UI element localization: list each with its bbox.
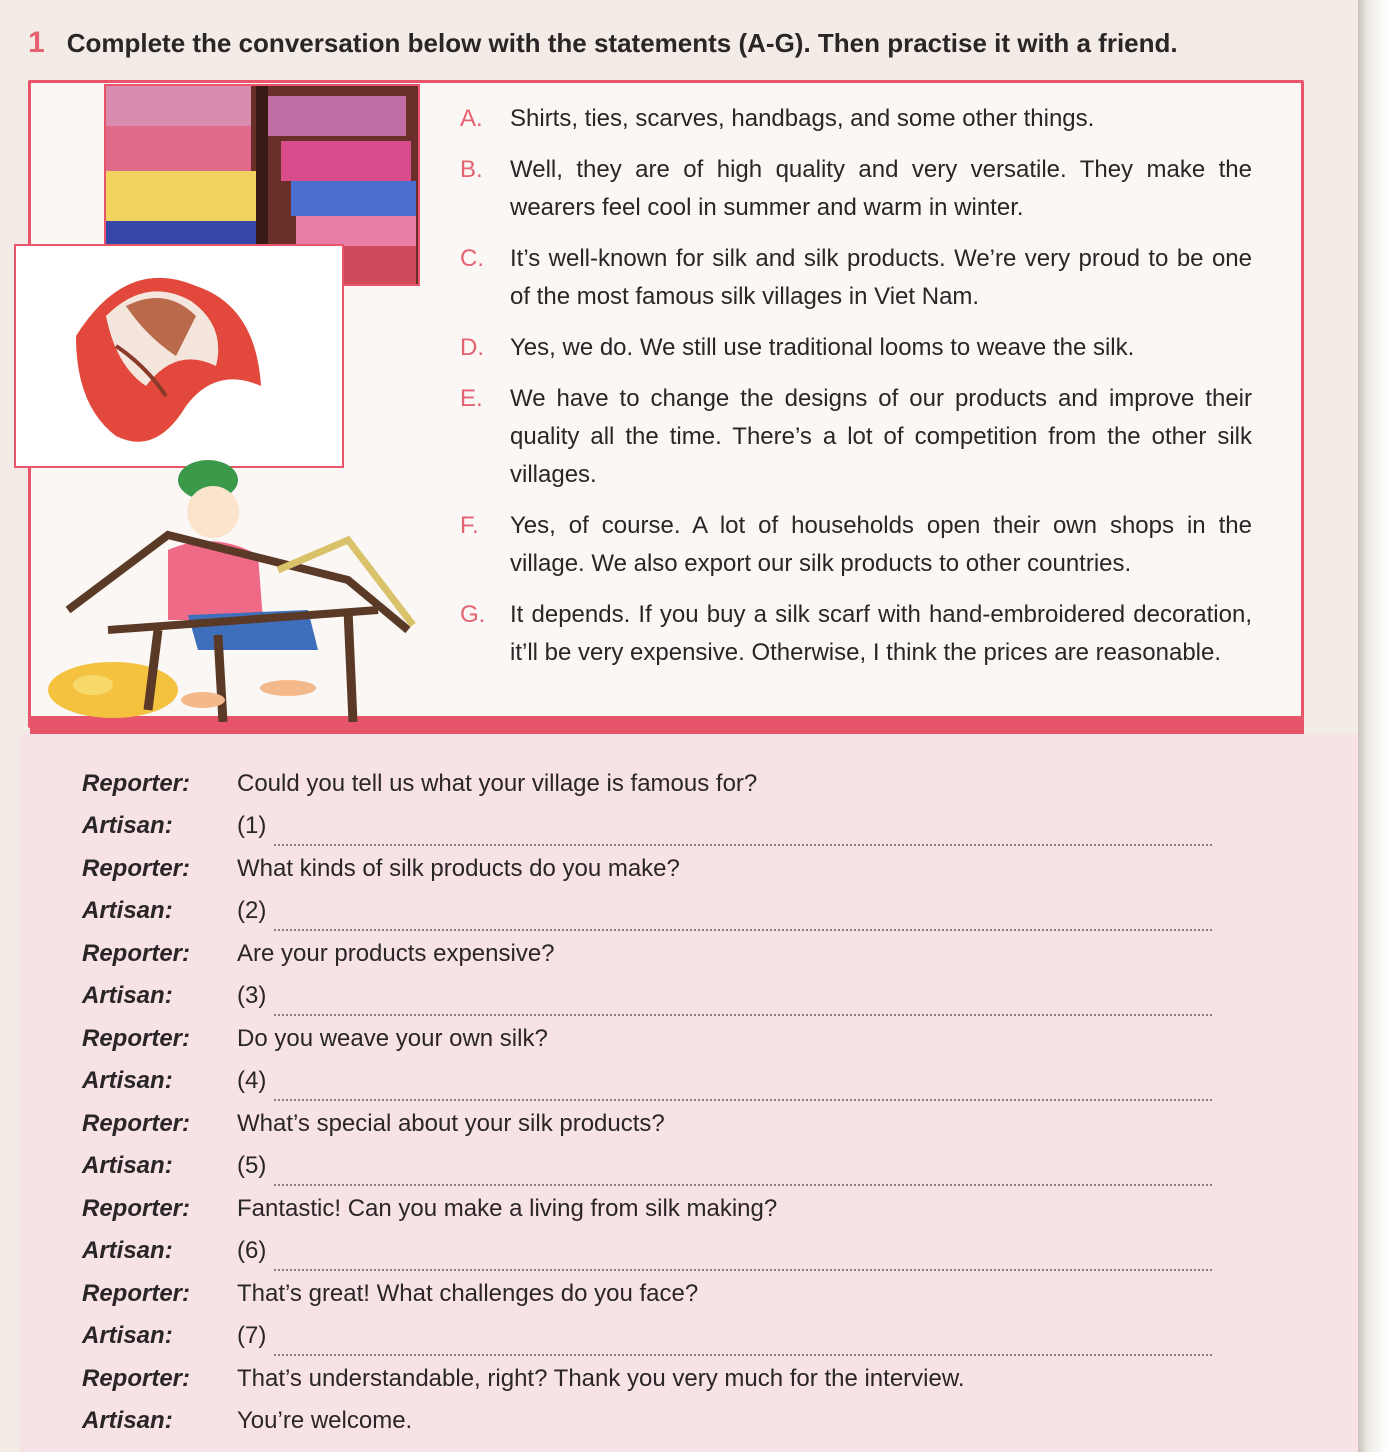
exercise-instruction: Complete the conversation below with the statements (A-G). Then practise it with a friend.	[66, 28, 1178, 58]
utterance: Fantastic! Can you make a living from silk making?	[237, 1195, 778, 1222]
speaker-label: Reporter:	[82, 1365, 191, 1392]
speaker-label: Artisan:	[82, 1407, 173, 1434]
statement-a	[460, 100, 1252, 138]
statement-letter: A.	[460, 105, 483, 132]
statement-letter: C.	[460, 245, 484, 272]
utterance: What kinds of silk products do you make?	[237, 855, 680, 882]
dialogue-line	[82, 764, 1212, 806]
blank-number: (3)	[237, 982, 267, 1009]
speaker-label: Reporter:	[82, 1195, 191, 1222]
speaker-label: Reporter:	[82, 855, 191, 882]
statement-text: Yes, we do. We still use traditional looms to weave the silk.	[510, 334, 1135, 361]
utterance: That’s great! What challenges do you face?	[237, 1280, 699, 1307]
statement-c	[460, 240, 1252, 316]
statement-text: Yes, of course. A lot of households open their own shops in the village. We also export our silk products to other countries.	[510, 512, 1252, 577]
blank-number: (7)	[237, 1322, 267, 1349]
statement-text: It depends. If you buy a silk scarf with hand-embroidered decoration, it’ll be very expensive. Otherwise, I think the prices are reasonable.	[510, 601, 1252, 666]
statement-g	[460, 596, 1252, 672]
speaker-label: Reporter:	[82, 1280, 191, 1307]
dialogue-line	[82, 1061, 1212, 1104]
scarf-illustration	[16, 246, 342, 466]
statement-d	[460, 329, 1252, 367]
speaker-label: Artisan:	[82, 1152, 173, 1179]
speaker-label: Artisan:	[82, 812, 173, 839]
scarf-photo	[14, 244, 344, 468]
dialogue-line	[82, 934, 1212, 976]
exercise-number: 1	[28, 26, 45, 59]
statement-letter: D.	[460, 334, 484, 361]
blank-number: (1)	[237, 812, 267, 839]
blank-number: (2)	[237, 897, 267, 924]
answer-blank-1[interactable]	[274, 814, 1212, 846]
weaver-illustration	[48, 460, 428, 722]
dialogue-line	[82, 1274, 1212, 1316]
statement-f	[460, 507, 1252, 583]
utterance: What’s special about your silk products?	[237, 1110, 665, 1137]
answer-blank-4[interactable]	[274, 1069, 1212, 1101]
statement-e	[460, 380, 1252, 494]
statement-text: It’s well-known for silk and silk products. We’re very proud to be one of the most famous silk villages in Viet Nam.	[510, 245, 1252, 310]
answer-blank-5[interactable]	[274, 1154, 1212, 1186]
statement-letter: G.	[460, 601, 486, 628]
page-edge	[1358, 0, 1387, 1452]
statement-text: We have to change the designs of our products and improve their quality all the time. There’s a lot of competition from the other silk villages.	[510, 385, 1252, 488]
speaker-label: Artisan:	[82, 982, 173, 1009]
loom-weaver-drawing	[48, 460, 428, 722]
dialogue-line	[82, 1019, 1212, 1061]
answer-blank-2[interactable]	[274, 899, 1212, 931]
dialogue-line	[82, 1189, 1212, 1231]
dialogue-line	[82, 1359, 1212, 1401]
speaker-label: Artisan:	[82, 897, 173, 924]
utterance: That’s understandable, right? Thank you very much for the interview.	[237, 1365, 965, 1392]
utterance: Do you weave your own silk?	[237, 1025, 548, 1052]
exercise-title	[28, 26, 1328, 60]
speaker-label: Artisan:	[82, 1322, 173, 1349]
answer-blank-3[interactable]	[274, 984, 1212, 1016]
statement-b	[460, 151, 1252, 227]
speaker-label: Reporter:	[82, 940, 191, 967]
dialogue-line	[82, 849, 1212, 891]
answer-blank-7[interactable]	[274, 1324, 1212, 1356]
utterance: Are your products expensive?	[237, 940, 555, 967]
statements-list	[460, 100, 1252, 685]
dialogue-line	[82, 976, 1212, 1019]
blank-number: (5)	[237, 1152, 267, 1179]
answer-blank-6[interactable]	[274, 1239, 1212, 1271]
dialogue	[82, 764, 1212, 1444]
statement-text: Shirts, ties, scarves, handbags, and some other things.	[510, 105, 1095, 132]
speaker-label: Reporter:	[82, 1025, 191, 1052]
dialogue-line	[82, 806, 1212, 849]
statement-letter: F.	[460, 512, 479, 539]
speaker-label: Artisan:	[82, 1237, 173, 1264]
speaker-label: Artisan:	[82, 1067, 173, 1094]
statement-text: Well, they are of high quality and very versatile. They make the wearers feel cool in summer and warm in winter.	[510, 156, 1252, 221]
dialogue-line	[82, 1104, 1212, 1146]
speaker-label: Reporter:	[82, 770, 191, 797]
dialogue-line	[82, 1146, 1212, 1189]
utterance: You’re welcome.	[237, 1407, 413, 1434]
dialogue-line	[82, 1401, 1212, 1444]
speaker-label: Reporter:	[82, 1110, 191, 1137]
blank-number: (6)	[237, 1237, 267, 1264]
statement-letter: E.	[460, 385, 483, 412]
dialogue-line	[82, 1231, 1212, 1274]
dialogue-line	[82, 891, 1212, 934]
dialogue-line	[82, 1316, 1212, 1359]
statement-letter: B.	[460, 156, 483, 183]
utterance: Could you tell us what your village is famous for?	[237, 770, 758, 797]
blank-number: (4)	[237, 1067, 267, 1094]
